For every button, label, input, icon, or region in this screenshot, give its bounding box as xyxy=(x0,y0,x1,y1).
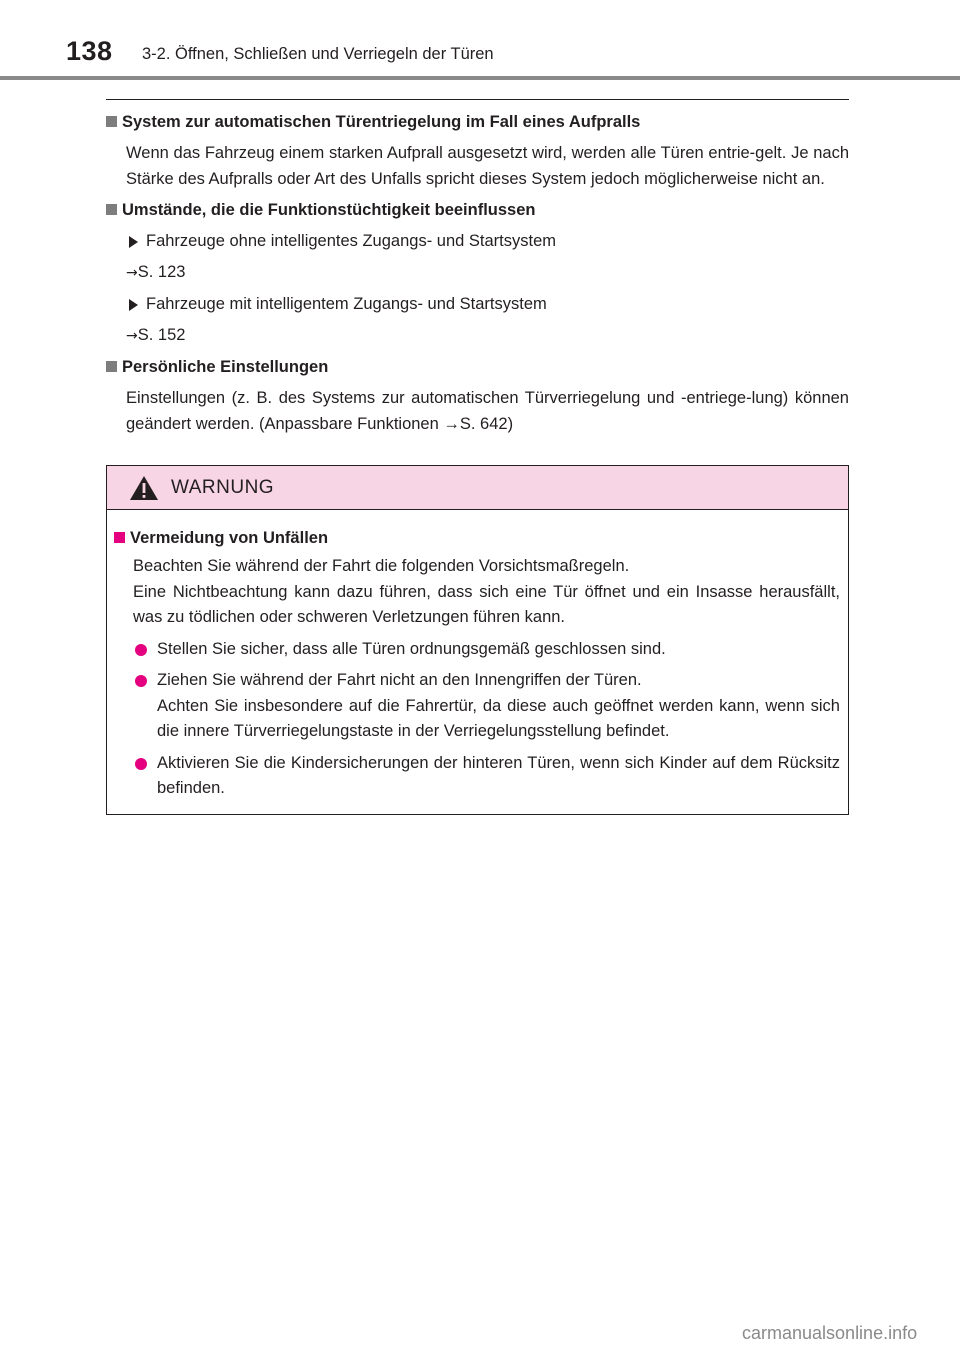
section-heading-crash-unlock xyxy=(106,110,849,135)
warning-bullet xyxy=(133,637,840,663)
section-paragraph: Wenn das Fahrzeug einem starken Aufprall ausgesetzt wird, werden alle Türen entrie-gelt. Je nach Stärke des Aufpralls oder Art des Unfalls spricht dieses System jedoch möglicherweise nicht an. xyxy=(126,144,849,188)
header-rule xyxy=(0,76,960,80)
circle-bullet-icon xyxy=(135,644,147,656)
page-reference-text: S. 123 xyxy=(137,263,186,281)
list-item-label: Fahrzeuge mit intelligentem Zugangs- und Startsystem xyxy=(146,295,547,313)
page-header xyxy=(0,0,960,80)
section-heading-personal-settings xyxy=(106,355,849,380)
section-heading-conditions xyxy=(106,198,849,223)
warning-bullet-text: Ziehen Sie während der Fahrt nicht an den Innengriffen der Türen. xyxy=(157,671,642,689)
warning-header xyxy=(107,466,848,510)
list-item-vehicle-type xyxy=(126,292,849,317)
square-bullet-icon xyxy=(106,361,117,372)
arrow-right-icon: → xyxy=(126,265,138,281)
warning-intro: Beachten Sie während der Fahrt die folgenden Vorsichtsmaßregeln. xyxy=(133,557,630,575)
warning-bullet-text: Aktivieren Sie die Kindersicherungen der hinteren Türen, wenn sich Kinder auf dem Rücksitz befinden. xyxy=(157,753,840,797)
arrow-right-icon: → xyxy=(126,328,138,344)
circle-bullet-icon xyxy=(135,675,147,687)
circle-bullet-icon xyxy=(135,758,147,770)
warning-bullet-text: Stellen Sie sicher, dass alle Türen ordnungsgemäß geschlossen sind. xyxy=(157,639,666,658)
page-reference-link[interactable] xyxy=(126,323,849,349)
chapter-title: 3-2. Öffnen, Schließen und Verriegeln der Türen xyxy=(142,45,494,63)
section-heading-text: System zur automatischen Türentriegelung im Fall eines Aufpralls xyxy=(122,113,641,131)
page-number: 138 xyxy=(66,36,113,66)
triangle-right-icon xyxy=(129,299,138,311)
section-divider xyxy=(106,99,849,100)
warning-triangle-icon xyxy=(129,475,159,501)
page-reference-text: S. 152 xyxy=(137,326,186,344)
warning-box xyxy=(106,465,849,815)
list-item-label: Fahrzeuge ohne intelligentes Zugangs- und Startsystem xyxy=(146,232,556,250)
square-bullet-icon xyxy=(106,204,117,215)
square-bullet-icon xyxy=(106,116,117,127)
section-heading-text: Persönliche Einstellungen xyxy=(122,358,329,376)
warning-bullet-text: Achten Sie insbesondere auf die Fahrertür, da diese auch geöffnet werden kann, wenn sich die innere Türverriegelungstaste in der Verriegelungsstellung befindet. xyxy=(157,696,840,740)
square-bullet-icon xyxy=(114,532,125,543)
section-paragraph: Einstellungen (z. B. des Systems zur automatischen Türverriegelung und -entriege-lung) können geändert werden. (Anpassbare Funktionen →S. 642) xyxy=(126,389,849,433)
warning-heading-text: Vermeidung von Unfällen xyxy=(130,529,329,547)
warning-heading xyxy=(114,526,840,551)
warning-title: WARNUNG xyxy=(171,476,275,498)
warning-intro: Eine Nichtbeachtung kann dazu führen, dass sich eine Tür öffnet und ein Insasse herausfällt, was zu tödlichen oder schweren Verletzungen führen kann. xyxy=(133,582,840,626)
list-item-vehicle-type xyxy=(126,229,849,254)
warning-bullet xyxy=(133,751,840,802)
page-reference-link[interactable] xyxy=(126,260,849,286)
warning-bullet xyxy=(133,668,840,745)
triangle-right-icon xyxy=(129,236,138,248)
main-content xyxy=(106,110,849,437)
section-heading-text: Umstände, die die Funktionstüchtigkeit beeinflussen xyxy=(122,201,536,219)
warning-body xyxy=(107,510,848,802)
footer-watermark: carmanualsonline.info xyxy=(742,1323,918,1343)
